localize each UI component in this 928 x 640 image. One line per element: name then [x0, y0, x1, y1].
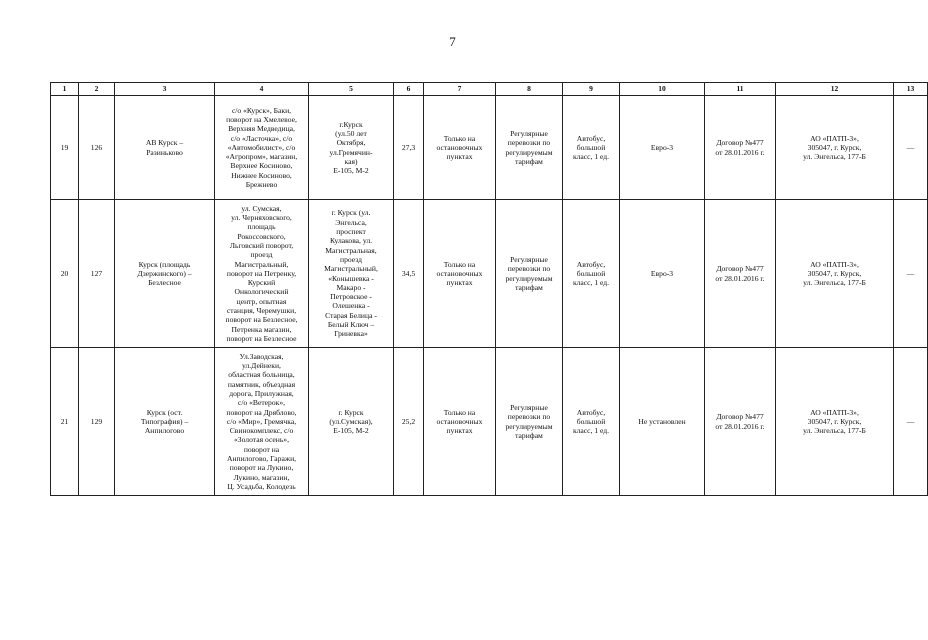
row-number: 21 — [51, 348, 79, 496]
route-streets: г. Курск (ул.Сумская), Е-105, М-2 — [309, 348, 394, 496]
header-row — [51, 83, 928, 96]
table-row — [51, 96, 928, 200]
column-header: 5 — [309, 83, 394, 96]
column-header: 3 — [115, 83, 215, 96]
carrier-info: АО «ПАТП-3», 305047, г. Курск, ул. Энгельса, 177-Б — [776, 200, 894, 348]
column-header: 6 — [394, 83, 424, 96]
route-length: 27,3 — [394, 96, 424, 200]
vehicle-info: Автобус, большой класс, 1 ед. — [563, 200, 620, 348]
route-streets: г. Курск (ул. Энгельса, проспект Кулакова, ул. Магистральная, проезд Магистральный, «Конышевка - Макаро - Петровское - Олешенка - Старая Белица - Белый Ключ – Гриневка» — [309, 200, 394, 348]
intermediate-stops: ул. Сумская, ул. Черняховского, площадь Рокоссовского, Льговский поворот, проезд Магистральный, поворот на Петренку, Курский Онкологический центр, опытная станция, Черемушки, поворот на Безлесное, Петренка магазин, поворот на Безлесное — [215, 200, 309, 348]
stop-order: Только на остановочных пунктах — [424, 96, 496, 200]
route-length: 34,5 — [394, 200, 424, 348]
stop-order: Только на остановочных пунктах — [424, 200, 496, 348]
column-header: 13 — [894, 83, 928, 96]
extra-column: — — [894, 96, 928, 200]
intermediate-stops: Ул.Заводская, ул.Дейнеки, областная больница, памятник, объездная дорога, Прилужная, с/о «Ветерок», поворот на Дряблово, с/о «Мир», Гремячка, Свинокомплекс, с/о «Золотая осень», поворот на Анпилогово, Гаражи, поворот на Лукино, Лукино, магазин, Ц. Усадьба, Колодезь — [215, 348, 309, 496]
contract-info: Договор №477 от 28.01.2016 г. — [705, 200, 776, 348]
route-streets: г.Курск (ул.50 лет Октября, ул.Гремячин- кая) Е-105, М-2 — [309, 96, 394, 200]
page-number: 7 — [449, 34, 456, 49]
column-header: 1 — [51, 83, 79, 96]
route-number: 129 — [79, 348, 115, 496]
contract-info: Договор №477 от 28.01.2016 г. — [705, 96, 776, 200]
vehicle-info: Автобус, большой класс, 1 ед. — [563, 348, 620, 496]
carrier-info: АО «ПАТП-3», 305047, г. Курск, ул. Энгельса, 177-Б — [776, 96, 894, 200]
column-header: 9 — [563, 83, 620, 96]
route-name: Курск (площадь Дзержинского) – Безлесное — [115, 200, 215, 348]
stop-order: Только на остановочных пунктах — [424, 348, 496, 496]
transport-type: Регулярные перевозки по регулируемым тарифам — [496, 200, 563, 348]
contract-info: Договор №477 от 28.01.2016 г. — [705, 348, 776, 496]
column-header: 12 — [776, 83, 894, 96]
extra-column: — — [894, 200, 928, 348]
eco-class: Евро-3 — [620, 96, 705, 200]
route-number: 126 — [79, 96, 115, 200]
column-header: 11 — [705, 83, 776, 96]
transport-type: Регулярные перевозки по регулируемым тарифам — [496, 96, 563, 200]
row-number: 19 — [51, 96, 79, 200]
column-header: 8 — [496, 83, 563, 96]
column-header: 4 — [215, 83, 309, 96]
route-name: АВ Курск – Разиньково — [115, 96, 215, 200]
eco-class: Евро-3 — [620, 200, 705, 348]
route-registry-table — [50, 82, 928, 496]
row-number: 20 — [51, 200, 79, 348]
eco-class: Не установлен — [620, 348, 705, 496]
extra-column: — — [894, 348, 928, 496]
column-header: 2 — [79, 83, 115, 96]
column-header: 10 — [620, 83, 705, 96]
route-length: 25,2 — [394, 348, 424, 496]
carrier-info: АО «ПАТП-3», 305047, г. Курск, ул. Энгельса, 177-Б — [776, 348, 894, 496]
table-row — [51, 348, 928, 496]
route-name: Курск (ост. Типография) – Анпилогово — [115, 348, 215, 496]
vehicle-info: Автобус, большой класс, 1 ед. — [563, 96, 620, 200]
column-header: 7 — [424, 83, 496, 96]
intermediate-stops: с/о «Курск», Баки, поворот на Хмелевое, Верхняя Медведица, с/о «Ласточка», с/о «Автомобилист», с/о «Агропром», магазин, Верхнее Косиново, Нижнее Косиново, Брежнево — [215, 96, 309, 200]
transport-type: Регулярные перевозки по регулируемым тарифам — [496, 348, 563, 496]
route-number: 127 — [79, 200, 115, 348]
table-row — [51, 200, 928, 348]
